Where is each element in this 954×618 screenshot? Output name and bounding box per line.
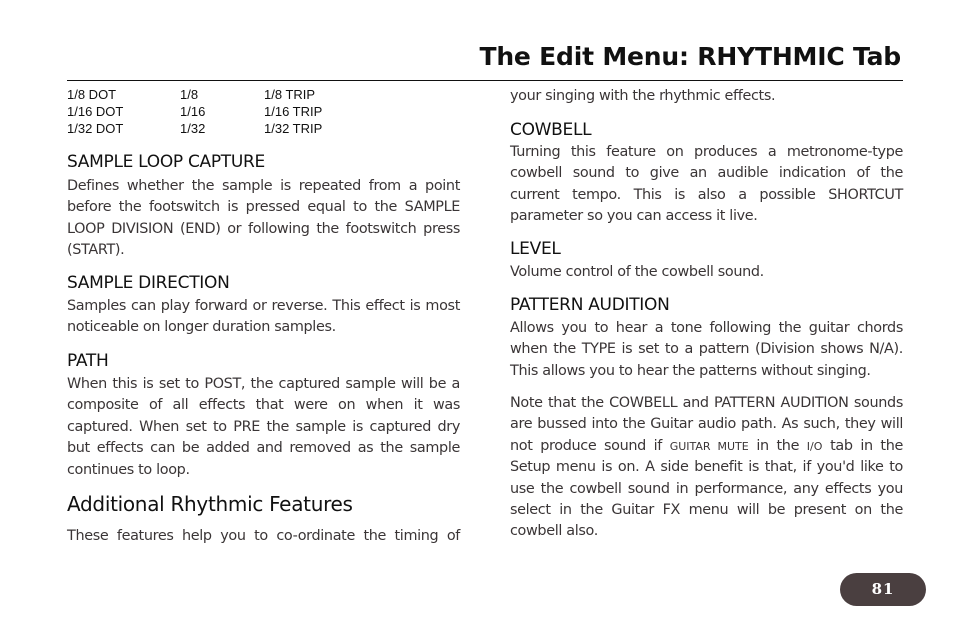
section-body-cowbell: Turning this feature on produces a metronome-type cowbell sound to give an audible indication of the current tempo. This is also a possible SHORTCUT parameter so you can access it live. [510, 144, 903, 225]
section-heading-level: LEVEL [510, 239, 561, 259]
table-cell: 1/16 TRIP [264, 104, 323, 119]
section-heading-sample-direction: SAMPLE DIRECTION [67, 273, 230, 293]
table-row [67, 120, 322, 137]
section-body-level: Volume control of the cowbell sound. [510, 264, 764, 280]
table-cell: 1/16 DOT [67, 104, 124, 119]
section-body-pattern-audition: Allows you to hear a tone following the guitar chords when the TYPE is set to a pattern (Division shows N/A). This allows you to hear the patterns without singing. [510, 320, 903, 379]
table-cell: 1/32 [180, 121, 206, 136]
section-heading-additional-features: Additional Rhythmic Features [67, 492, 353, 516]
section-body-sample-direction: Samples can play forward or reverse. This effect is most noticeable on longer duration samples. [67, 298, 460, 336]
section-body-sample-loop-capture: Defines whether the sample is repeated from a point before the footswitch is pressed equal to the SAMPLE LOOP DIVISION (END) or following the footswitch press (START). [67, 178, 460, 259]
continuation-text: your singing with the rhythmic effects. [510, 88, 776, 104]
note-text: tab in the Setup menu is on. A side benefit is that, if you'd like to use the cowbell sound in performance, any effects you select in the Guitar FX menu will be present on the cowbell also. [510, 437, 903, 540]
note-text: in the [748, 437, 807, 454]
section-body-additional-features: These features help you to co-ordinate the timing of [67, 528, 460, 544]
note-paragraph [510, 393, 903, 543]
table-cell: 1/16 [180, 104, 206, 119]
table-cell: 1/32 TRIP [264, 121, 323, 136]
section-body-path: When this is set to POST, the captured sample will be a composite of all effects that were on when it was captured. When set to PRE the sample is captured dry but effects can be added and removed as the sample continues to loop. [67, 376, 460, 478]
page-title: The Edit Menu: RHYTHMIC Tab [479, 42, 901, 71]
table-cell: 1/32 DOT [67, 121, 124, 136]
page-number-badge: 81 [840, 573, 926, 606]
section-heading-sample-loop-capture: SAMPLE LOOP CAPTURE [67, 152, 265, 172]
table-row [67, 86, 322, 103]
section-heading-cowbell: COWBELL [510, 120, 592, 140]
section-heading-pattern-audition: PATTERN AUDITION [510, 295, 670, 315]
table-row [67, 103, 322, 120]
table-cell: 1/8 [180, 87, 199, 102]
division-table [67, 86, 322, 137]
header-rule [67, 80, 903, 81]
table-cell: 1/8 TRIP [264, 87, 316, 102]
section-heading-path: PATH [67, 351, 109, 371]
io-tab-label: I/O [806, 439, 823, 453]
guitar-mute-label: GUITAR MUTE [669, 439, 749, 453]
note-text: Note that the COWBELL and PATTERN AUDITION sounds are bussed into the Guitar audio path. As such, they will not produce sound if [510, 395, 903, 454]
table-cell: 1/8 DOT [67, 87, 117, 102]
